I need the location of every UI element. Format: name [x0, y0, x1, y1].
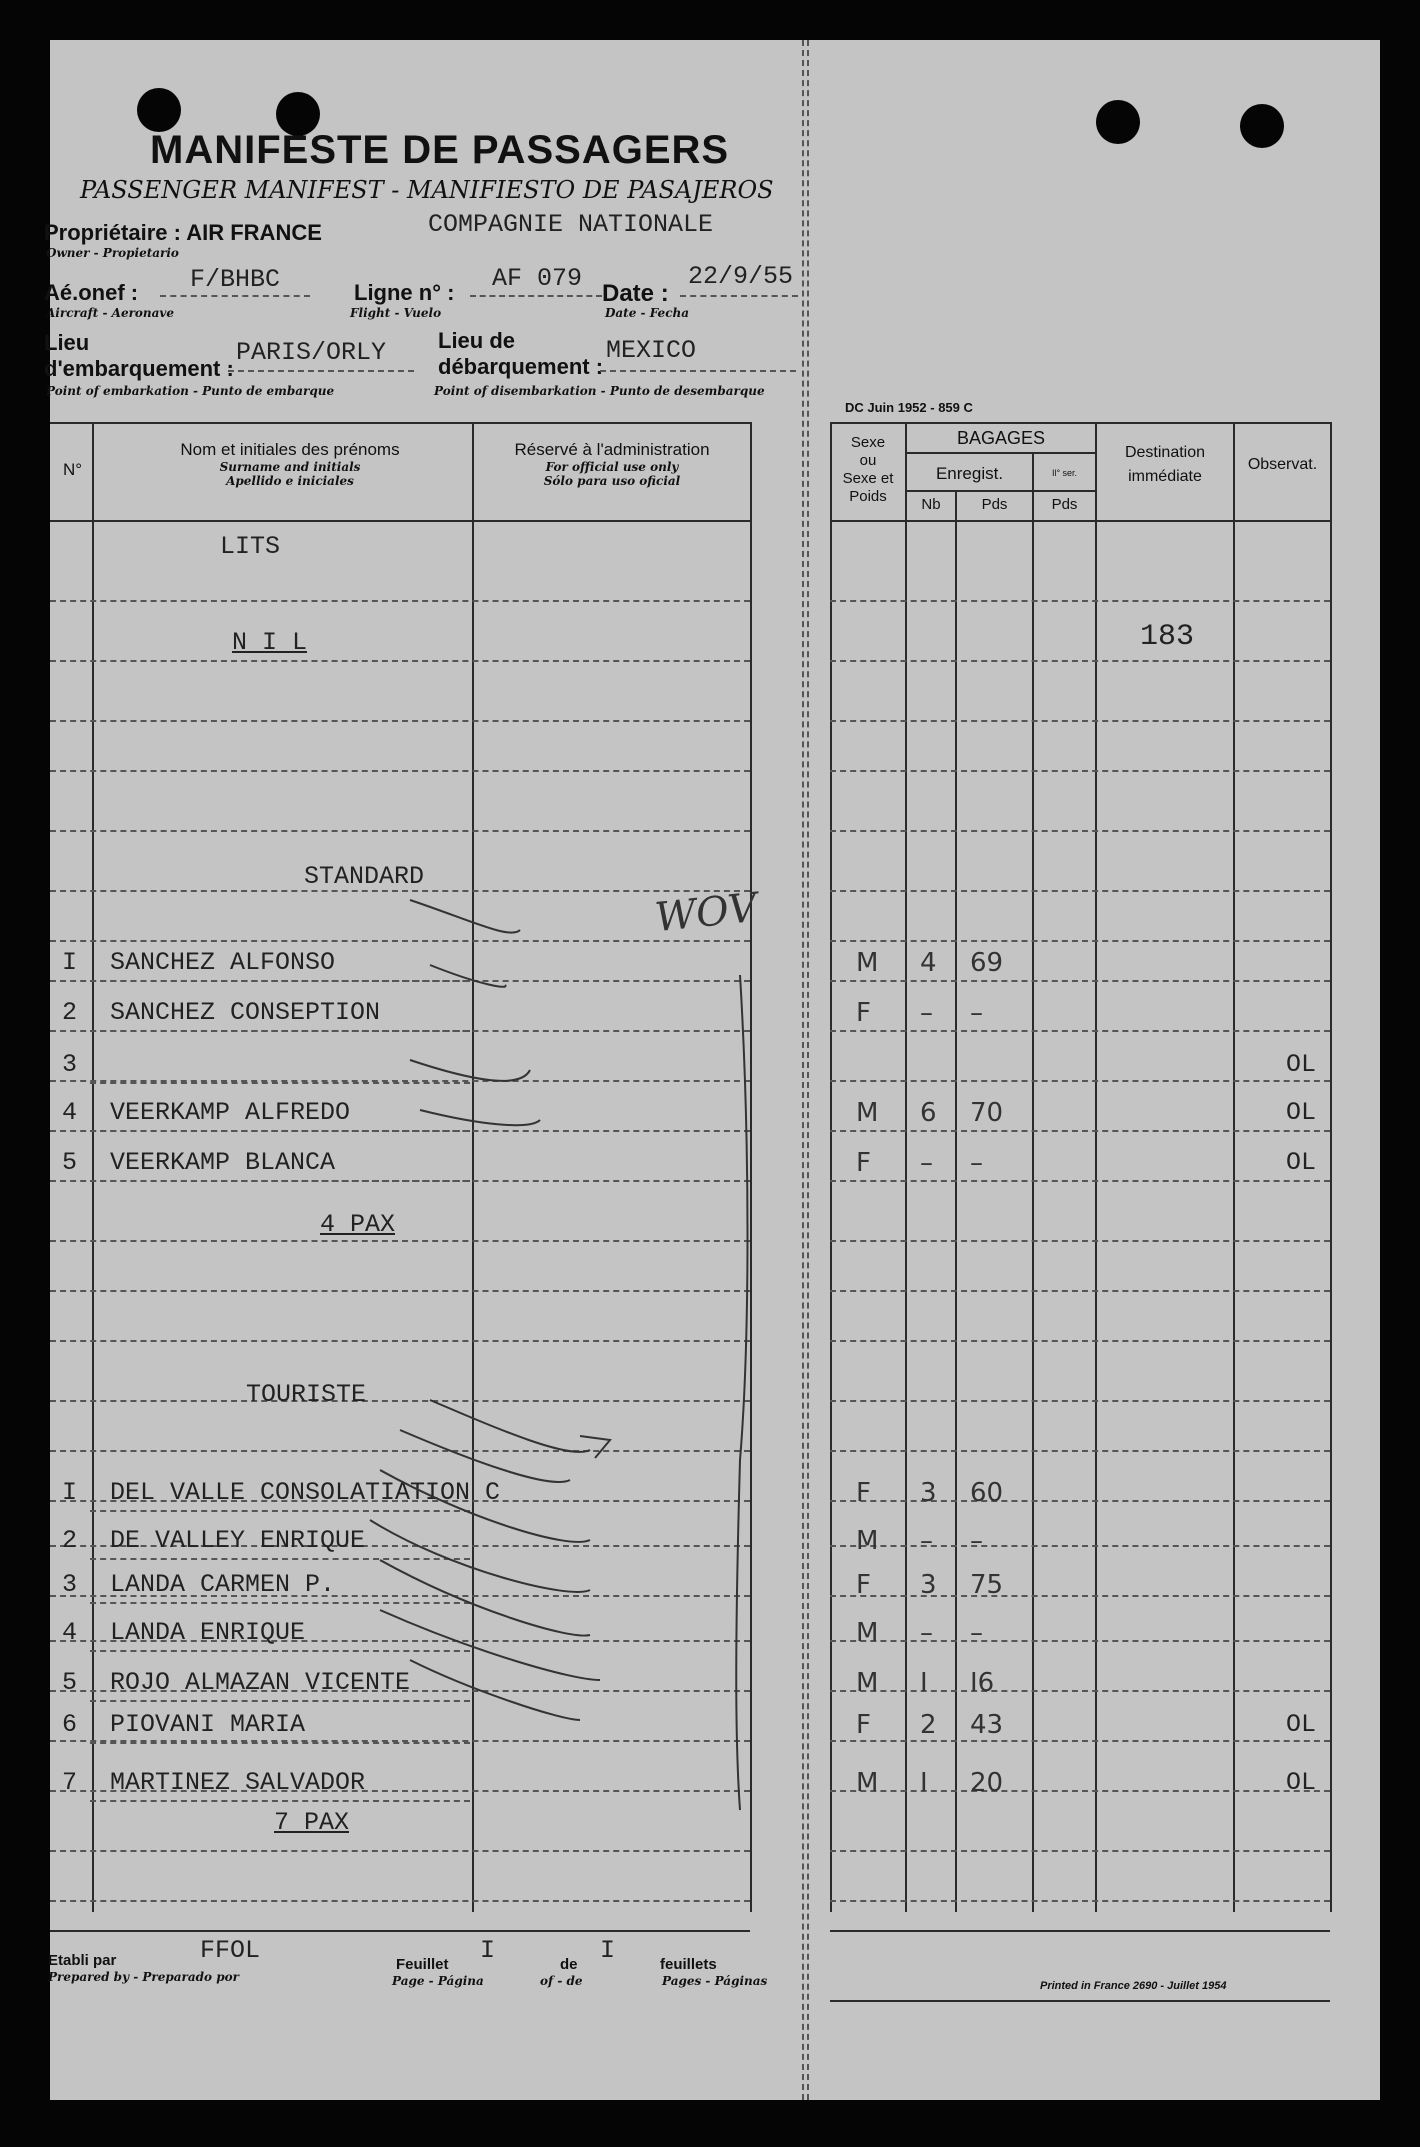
col-destination-2: immédiate	[1128, 468, 1202, 485]
baggage-weight: –	[970, 1148, 983, 1178]
passenger-sex: M	[856, 1768, 879, 1798]
of-sub: of - de	[540, 1974, 583, 1988]
baggage-weight: 60	[970, 1478, 1004, 1508]
col-admin-es: Sólo para uso oficial	[543, 474, 681, 488]
baggage-count: 6	[920, 1098, 937, 1128]
owner-label: Propriétaire : AIR FRANCE	[44, 220, 322, 245]
baggage-weight: –	[970, 1526, 983, 1556]
printed-note: Printed in France 2690 - Juillet 1954	[1040, 1980, 1227, 1992]
baggage-count: 3	[920, 1478, 937, 1508]
row-number: I	[62, 1478, 78, 1507]
baggage-weight: 43	[970, 1710, 1004, 1740]
flight-value: AF 079	[492, 264, 583, 293]
date-label: Date :	[602, 280, 669, 307]
prepared-label: Etabli par	[48, 1952, 117, 1969]
passenger-sex: F	[856, 1570, 871, 1600]
passenger-name: LANDA ENRIQUE	[110, 1618, 306, 1647]
touriste-total: 7 PAX	[274, 1808, 350, 1837]
col-name-en: Surname and initials	[219, 460, 361, 474]
prepared-sub: Prepared by - Preparado por	[48, 1970, 239, 1984]
baggage-count: 4	[920, 948, 937, 978]
row-number: I	[62, 948, 78, 977]
row-observation: OL	[1286, 1098, 1317, 1127]
row-observation: OL	[1286, 1768, 1317, 1797]
date-sub: Date - Fecha	[605, 306, 689, 320]
baggage-count: 3	[920, 1570, 937, 1600]
passenger-name: VEERKAMP BLANCA	[110, 1148, 336, 1177]
col-bagages: BAGAGES	[956, 428, 1046, 448]
flight-sub: Flight - Vuelo	[350, 306, 442, 320]
col-nb: Nb	[921, 496, 941, 513]
disembark-sub: Point of disembarkation - Punto de desembarque	[434, 384, 765, 398]
row-number: 3	[62, 1050, 78, 1079]
row-number: 6	[62, 1710, 78, 1739]
baggage-count: –	[920, 998, 933, 1028]
row-number: 2	[62, 1526, 78, 1555]
col-no: N°	[62, 460, 83, 479]
passenger-name: PIOVANI MARIA	[110, 1710, 306, 1739]
row-number: 5	[62, 1148, 78, 1177]
col-enregist: Enregist.	[935, 464, 1004, 483]
row-number: 7	[62, 1768, 78, 1797]
sheet-value: I	[480, 1936, 496, 1965]
baggage-weight: 69	[970, 948, 1004, 978]
passenger-name: ROJO ALMAZAN VICENTE	[110, 1668, 411, 1697]
passenger-sex: M	[856, 1668, 879, 1698]
manifest-sheet	[44, 40, 1380, 2100]
row-observation: OL	[1286, 1710, 1317, 1739]
passenger-sex: F	[856, 998, 871, 1028]
col-destination: Destination	[1124, 444, 1206, 461]
baggage-count: –	[920, 1148, 933, 1178]
col-other: Il° ser.	[1051, 468, 1078, 478]
aircraft-label: Aé.onef :	[44, 280, 139, 305]
baggage-weight: 70	[970, 1098, 1004, 1128]
passenger-name: SANCHEZ CONSEPTION	[110, 998, 381, 1027]
col-pds: Pds	[981, 496, 1008, 513]
passenger-name: SANCHEZ ALFONSO	[110, 948, 336, 977]
row-number: 3	[62, 1570, 78, 1599]
baggage-weight: –	[970, 1618, 983, 1648]
baggage-count: –	[920, 1618, 933, 1648]
baggage-weight: 75	[970, 1570, 1004, 1600]
page-title: MANIFESTE DE PASSAGERS	[150, 128, 730, 172]
passenger-name: DE VALLEY ENRIQUE	[110, 1526, 366, 1555]
disembark-value: MEXICO	[606, 336, 697, 365]
baggage-count: I	[920, 1768, 928, 1798]
standard-total: 4 PAX	[320, 1210, 396, 1239]
row-number: 4	[62, 1098, 78, 1127]
passenger-sex: M	[856, 948, 879, 978]
embark-label: Lieu	[44, 330, 90, 355]
official-initials: WOV	[652, 884, 760, 942]
pages-label: feuillets	[660, 1956, 717, 1973]
disembark-label-2: débarquement :	[438, 354, 604, 379]
date-value: 22/9/55	[688, 262, 794, 291]
passenger-sex: M	[856, 1618, 879, 1648]
baggage-weight: I6	[970, 1668, 995, 1698]
row-observation: OL	[1286, 1148, 1317, 1177]
passenger-name: DEL VALLE CONSOLATIATION C	[110, 1478, 501, 1507]
baggage-weight: –	[970, 998, 983, 1028]
passenger-name: MARTINEZ SALVADOR	[110, 1768, 366, 1797]
passenger-sex: M	[856, 1526, 879, 1556]
row-number: 2	[62, 998, 78, 1027]
aircraft-sub: Aircraft - Aeronave	[46, 306, 175, 320]
embark-label-2: d'embarquement :	[44, 356, 234, 381]
col-pds-2: Pds	[1051, 496, 1078, 513]
col-sex-weight: Sexe et	[842, 470, 894, 487]
sheet-sub: Page - Página	[392, 1974, 484, 1988]
baggage-weight: 20	[970, 1768, 1004, 1798]
embark-value: PARIS/ORLY	[236, 338, 387, 367]
col-sex: Sexe	[850, 434, 886, 451]
count-183: 183	[1140, 620, 1195, 654]
passenger-sex: F	[856, 1478, 871, 1508]
handwritten-strokes	[50, 40, 1380, 2100]
row-number: 4	[62, 1618, 78, 1647]
baggage-count: 2	[920, 1710, 937, 1740]
passenger-name: LANDA CARMEN P.	[110, 1570, 336, 1599]
baggage-count: I	[920, 1668, 928, 1698]
baggage-count: –	[920, 1526, 933, 1556]
col-sex-ou: ou	[859, 452, 877, 469]
section-nil: N I L	[232, 628, 308, 657]
owner-value: COMPAGNIE NATIONALE	[428, 210, 714, 239]
of-value: I	[600, 1936, 616, 1965]
pages-sub: Pages - Páginas	[662, 1974, 768, 1988]
form-reference: DC Juin 1952 - 859 C	[845, 400, 973, 415]
page-subtitle: PASSENGER MANIFEST - MANIFIESTO DE PASAJEROS	[80, 176, 774, 204]
col-name-es: Apellido e iniciales	[226, 474, 354, 488]
sheet-label: Feuillet	[396, 1956, 449, 1973]
embark-sub: Point of embarkation - Punto de embarque	[46, 384, 335, 398]
passenger-sex: M	[856, 1098, 879, 1128]
section-touriste: TOURISTE	[246, 1380, 367, 1409]
row-observation: OL	[1286, 1050, 1317, 1079]
owner-sub: Owner - Propietario	[46, 246, 179, 260]
col-admin-en: For official use only	[545, 460, 679, 474]
col-admin: Réservé à l'administration	[514, 440, 710, 459]
aircraft-value: F/BHBC	[190, 265, 281, 294]
section-standard: STANDARD	[304, 862, 425, 891]
section-lits: LITS	[220, 532, 281, 561]
col-observations: Observat.	[1247, 456, 1318, 473]
of-label: de	[560, 1956, 578, 1973]
passenger-sex: F	[856, 1710, 871, 1740]
flight-label: Ligne n° :	[354, 280, 455, 305]
passenger-sex: F	[856, 1148, 871, 1178]
passenger-name: VEERKAMP ALFREDO	[110, 1098, 351, 1127]
prepared-value: FFOL	[200, 1936, 261, 1965]
row-number: 5	[62, 1668, 78, 1697]
col-weight: Poids	[849, 488, 887, 505]
disembark-label: Lieu de	[438, 328, 516, 353]
col-name: Nom et initiales des prénoms	[180, 440, 400, 459]
